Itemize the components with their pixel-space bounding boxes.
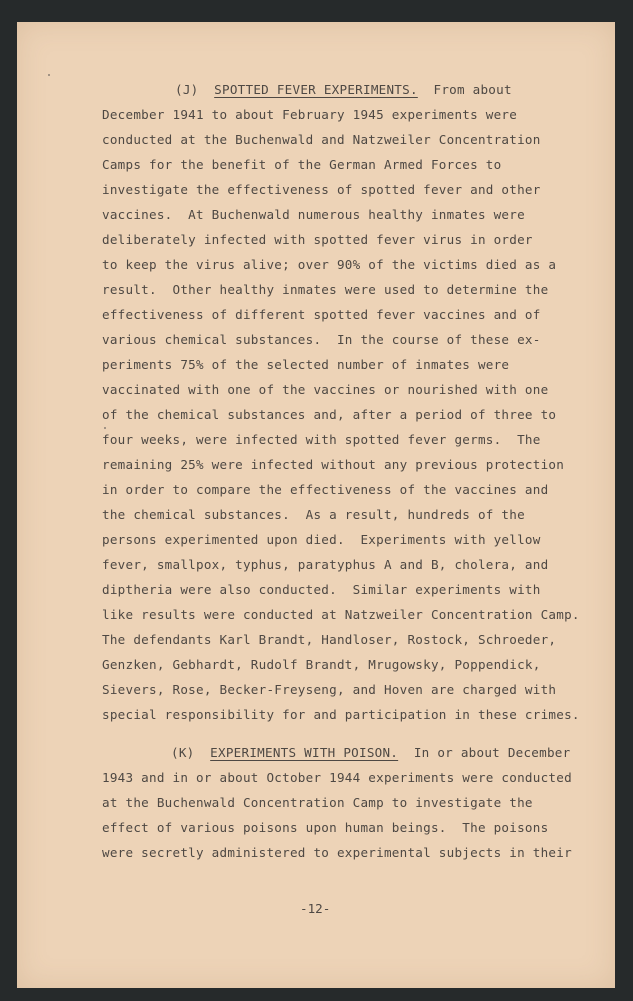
paragraph-j-line: remaining 25% were infected without any previous protection bbox=[102, 457, 565, 472]
paragraph-j-line: like results were conducted at Natzweiler Concentration Camp. bbox=[102, 607, 580, 622]
paragraph-j-line: effectiveness of different spotted fever vaccines and of bbox=[102, 307, 541, 322]
paragraph-j-line: four weeks, were infected with spotted fever germs. The bbox=[102, 432, 541, 447]
paragraph-j-line: December 1941 to about February 1945 experiments were bbox=[102, 107, 518, 122]
page-number: -12- bbox=[300, 901, 331, 916]
paragraph-j-line: vaccines. At Buchenwald numerous healthy inmates were bbox=[102, 207, 525, 222]
paragraph-k-line: at the Buchenwald Concentration Camp to investigate the bbox=[102, 795, 533, 810]
paragraph-k-title: EXPERIMENTS WITH POISON. bbox=[210, 745, 399, 760]
document-page bbox=[17, 22, 615, 988]
paragraph-j-line: fever, smallpox, typhus, paratyphus A and B, cholera, and bbox=[102, 557, 549, 572]
paragraph-j-heading-line bbox=[175, 83, 512, 97]
paper-speck bbox=[48, 74, 50, 76]
paragraph-k-line: effect of various poisons upon human beings. The poisons bbox=[102, 820, 549, 835]
paragraph-j-line: periments 75% of the selected number of inmates were bbox=[102, 357, 510, 372]
paragraph-j-line: Sievers, Rose, Becker-Freyseng, and Hoven are charged with bbox=[102, 682, 557, 697]
paragraph-k-line: were secretly administered to experimental subjects in their bbox=[102, 845, 572, 860]
paragraph-j-line-0: From about bbox=[433, 82, 512, 97]
paragraph-j-line: in order to compare the effectiveness of the vaccines and bbox=[102, 482, 549, 497]
paragraph-j-line: The defendants Karl Brandt, Handloser, Rostock, Schroeder, bbox=[102, 632, 557, 647]
paragraph-j-line: of the chemical substances and, after a period of three to bbox=[102, 407, 557, 422]
paragraph-j-line: Genzken, Gebhardt, Rudolf Brandt, Mrugowsky, Poppendick, bbox=[102, 657, 541, 672]
paragraph-j-line: conducted at the Buchenwald and Natzweiler Concentration bbox=[102, 132, 541, 147]
paragraph-k-heading-line bbox=[171, 746, 570, 760]
paragraph-k-line: 1943 and in or about October 1944 experiments were conducted bbox=[102, 770, 572, 785]
paragraph-j-line: special responsibility for and participation in these crimes. bbox=[102, 707, 580, 722]
paper-speck bbox=[104, 427, 106, 429]
paragraph-k-label: (K) bbox=[171, 745, 195, 760]
paragraph-j-line: investigate the effectiveness of spotted fever and other bbox=[102, 182, 541, 197]
paragraph-j-line: diptheria were also conducted. Similar experiments with bbox=[102, 582, 541, 597]
paragraph-j-line: persons experimented upon died. Experiments with yellow bbox=[102, 532, 541, 547]
paragraph-j-title: SPOTTED FEVER EXPERIMENTS. bbox=[214, 82, 418, 97]
paragraph-j-line: Camps for the benefit of the German Armed Forces to bbox=[102, 157, 502, 172]
paragraph-j-label: (J) bbox=[175, 82, 199, 97]
paragraph-j-line: vaccinated with one of the vaccines or nourished with one bbox=[102, 382, 549, 397]
paragraph-j-line: to keep the virus alive; over 90% of the victims died as a bbox=[102, 257, 557, 272]
paragraph-k-line-0: In or about December bbox=[413, 745, 571, 760]
paragraph-j-line: deliberately infected with spotted fever virus in order bbox=[102, 232, 533, 247]
paragraph-j-line: the chemical substances. As a result, hundreds of the bbox=[102, 507, 525, 522]
paragraph-j-line: various chemical substances. In the course of these ex- bbox=[102, 332, 541, 347]
paragraph-j-line: result. Other healthy inmates were used to determine the bbox=[102, 282, 549, 297]
